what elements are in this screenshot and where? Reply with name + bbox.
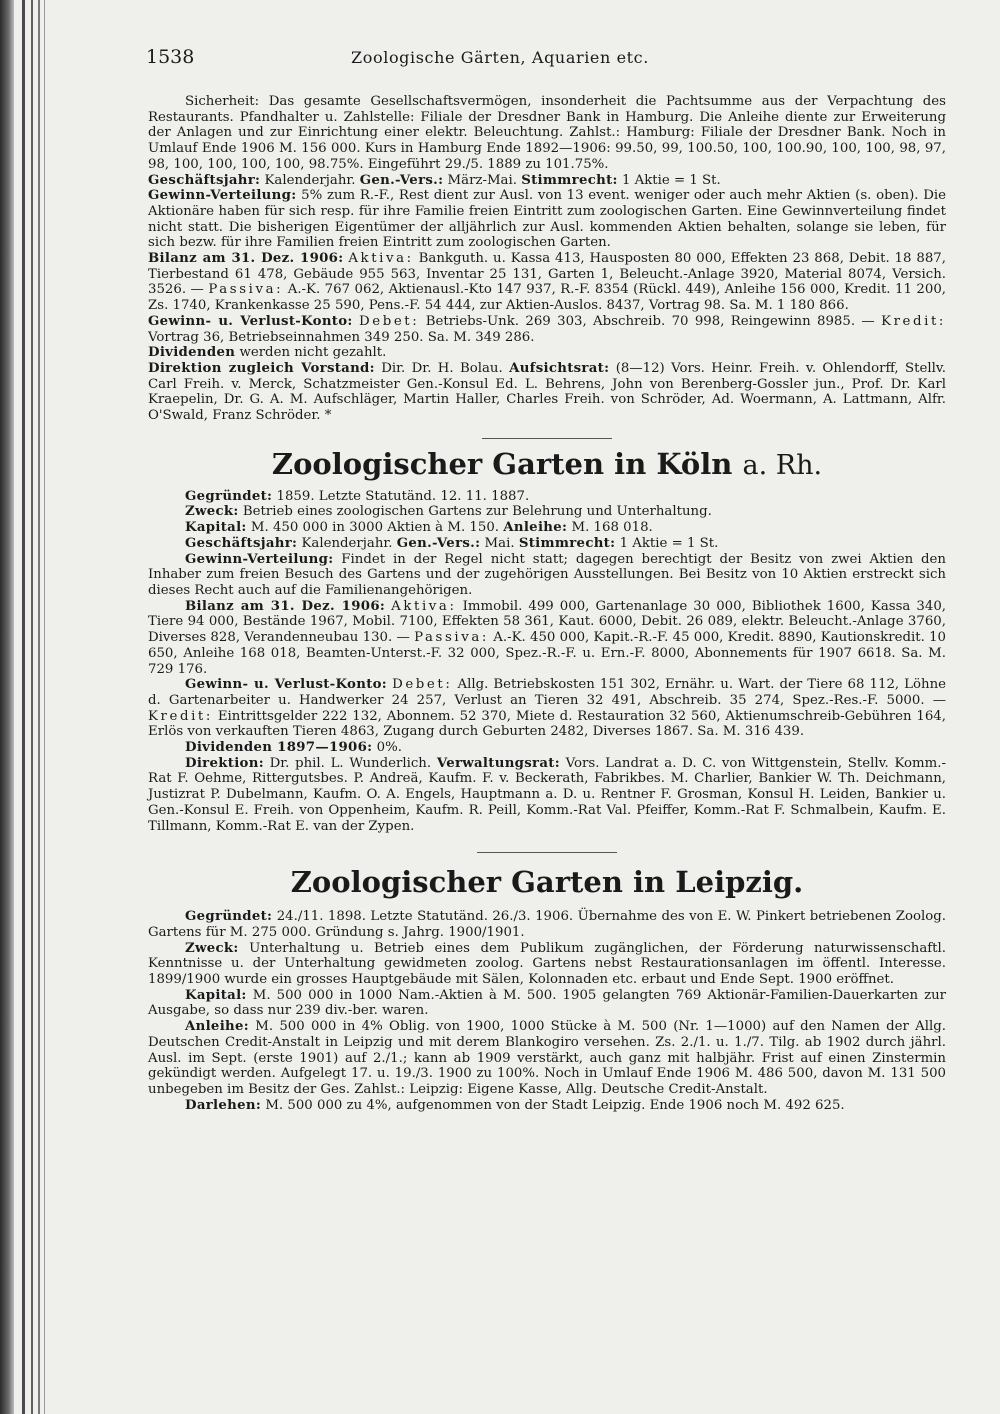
zweck-paragraph: Zweck: Unterhaltung u. Betrieb eines dem Publikum zugänglichen, der Förderung naturwissenschaftl. Kenntnisse u. der Unterhaltung gewidmeten zoolog. Gartens nebst Restaurationsanlagen im öffentl. Interesse. 1899/1900 wurde ein grosses Hauptgebäude mit Sälen, Kolonnaden etc. erbaut und Ende Sept. 1900 eröffnet. [148,940,946,988]
geschaeftsjahr-line: Geschäftsjahr: Kalenderjahr. Gen.-Vers.: Mai. Stimmrecht: 1 Aktie = 1 St. [185,535,719,551]
direktion-paragraph: Direktion: Dr. phil. L. Wunderlich. Verwaltungsrat: Vors. Landrat a. D. C. von Wittgenstein, Stellv. Komm.-Rat F. Oehme, Rittergutsbes. P. Andreä, Kaufm. F. v. Beckerath, Fabrikbes. M. Charlier, Bankier W. Th. Deichmann, Justizrat P. Dubelmann, Kaufm. O. A. Engels, Hauptmann a. D. u. Rentner F. Grosman, Konsul H. Leiden, Bankier u. Gen.-Konsul E. Freih. von Oppenheim, Kaufm. R. Peill, Komm.-Rat Val. Pfeiffer, Komm.-Rat F. Schmalbein, Kaufm. E. Tillmann, Komm.-Rat E. van der Zypen. [148,755,946,834]
section-title-koeln: Zoologischer Garten in Köln a. Rh. [271,446,823,481]
kapital-line: Kapital: M. 450 000 in 3000 Aktien à M. 150. Anleihe: M. 168 018. [185,520,653,536]
page-edge-line [38,0,40,1414]
gewinn-verlust-paragraph: Gewinn- u. Verlust-Konto: Debet: Allg. Betriebskosten 151 302, Ernähr. u. Wart. der Tiere 68 112, Löhne d. Gartenarbeiter u. Handwerker 24 257, Verlust an Tieren 32 491, Abschreib. 35 274, Spez.-Res.-F. 5000. — Kredit: Eintrittsgelder 222 132, Abonnem. 52 370, Miete d. Restauration 32 560, Aktienumschreib-Gebühren 164, Erlös von verkauften Tieren 4863, Zugang durch Geburten 2482, Diverses 1867. Sa. M. 316 439. [148,677,947,740]
page-header [0,46,1000,76]
kapital-paragraph: Kapital: M. 500 000 in 1000 Nam.-Aktien à M. 500. 1905 gelangten 769 Aktionär-Familien-Dauerkarten zur Ausgabe, so dass nur 239 div.-ber. waren. [148,987,947,1019]
darlehen-paragraph: Darlehen: M. 500 000 zu 4%, aufgenommen von der Stadt Leipzig. Ende 1906 noch M. 492 625. [185,1097,845,1113]
dividenden-line: Dividenden werden nicht gezahlt. [148,345,387,361]
gewinn-verteilung-paragraph: Gewinn-Verteilung: 5% zum R.-F., Rest dient zur Ausl. von 13 event. weniger oder auch mehr Aktien (s. oben). Die Aktionäre haben für sich resp. für ihre Familie freien Eintritt zum zoologischen Garten. Eine Gewinnverteilung findet nicht statt. Die bisherigen Eigentümer der alljährlich zur Ausl. kommenden Aktien behalten, solange sie leben, für sich bezw. für ihre Familien freien Eintritt zum zoologischen Garten. [148,188,946,251]
book-spine-shadow [0,0,14,1414]
hamburg-section [148,94,946,424]
anleihe-paragraph: Anleihe: M. 500 000 in 4% Oblig. von 1900, 1000 Stücke à M. 500 (Nr. 1—1000) auf den Namen der Allg. Deutschen Credit-Anstalt in Leipzig und mit derem Blankogiro versehen. Zs. 2./1. u. 1./7. Tilg. ab 1902 durch jährl. Ausl. im Sept. (erste 1901) auf 2./1.; kann ab 1909 verstärkt, auch ganz mit halbjähr. Frist auf einen Zinstermin gekündigt werden. Aufgelegt 17. u. 19./3. 1900 zu 100%. Noch in Umlauf Ende 1906 M. 486 500, davon M. 131 500 unbegeben im Besitz der Ges. Zahlst.: Leipzig: Eigene Kasse, Allg. Deutsche Credit-Anstalt. [148,1019,946,1097]
dividenden-line: Dividenden 1897—1906: 0%. [185,740,402,756]
page-content [148,94,946,1113]
page-edge-line [44,0,45,1414]
bilanz-paragraph: Bilanz am 31. Dez. 1906: Aktiva: Bankguth. u. Kassa 413, Hausposten 80 000, Effekten 23 868, Debit. 18 887, Tierbestand 61 478, Gebäude 955 563, Inventar 25 131, Garten 1, Beleucht.-Anlage 3920, Material 8074, Versich. 3526. — Passiva: A.-K. 767 062, Aktienausl.-Kto 147 937, R.-F. 8354 (Rückl. 449), Anleihe 156 000, Kredit. 11 200, Zs. 1740, Krankenkasse 25 590, Pens.-F. 54 444, zur Aktien-Auslos. 8437, Vortrag 98. Sa. M. 1 180 866. [148,251,947,314]
page-edge-line [31,0,33,1414]
page-edge-line [22,0,25,1414]
sicherheit-paragraph: Sicherheit: Das gesamte Gesellschaftsvermögen, insonderheit die Pachtsumme aus der Verpachtung des Restaurants. Pfandhalter u. Zahlstelle: Filiale der Dresdner Bank in Hamburg. Die Anleihe diente zur Erweiterung der Anlagen und zur Einrichtung einer elektr. Beleuchtung. Zahlst.: Hamburg: Filiale der Dresdner Bank. Noch in Umlauf Ende 1906 M. 156 000. Kurs in Hamburg Ende 1892—1906: 99.50, 99, 100.50, 100, 100.90, 100, 100, 98, 97, 98, 100, 100, 100, 100, 98.75%. Eingeführt 29./5. 1889 zu 101.75%. [148,94,946,172]
gegruendet-paragraph: Gegründet: 24./11. 1898. Letzte Statutänd. 26./3. 1906. Übernahme des von E. W. Pinkert betriebenen Zoolog. Gartens für M. 275 000. Gründung s. Jahrg. 1900/1901. [148,909,947,940]
section-divider [477,852,617,853]
section-title-leipzig: Zoologischer Garten in Leipzig. [290,865,804,900]
direktion-paragraph: Direktion zugleich Vorstand: Dir. Dr. H. Bolau. Aufsichtsrat: (8—12) Vors. Heinr. Freih. v. Ohlendorff, Stellv. Carl Freih. v. Merck, Schatzmeister Gen.-Konsul Ed. L. Behrens, John von Berenberg-Gossler jun., Prof. Dr. Karl Kraepelin, Dr. G. A. M. Aufschläger, Martin Haller, Charles Freih. von Schröder, Ad. Woermann, A. Lattmann, Alfr. O'Swald, Franz Schröder. * [148,360,946,424]
geschaeftsjahr-line: Geschäftsjahr: Kalenderjahr. Gen.-Vers.: März-Mai. Stimmrecht: 1 Aktie = 1 St. [148,172,721,188]
page-number: 1538 [146,46,195,68]
gegruendet-line: Gegründet: 1859. Letzte Statutänd. 12. 11. 1887. [185,488,530,504]
zweck-line: Zweck: Betrieb eines zoologischen Gartens zur Belehrung und Unterhaltung. [185,504,712,520]
running-head: Zoologische Gärten, Aquarien etc. [351,48,649,67]
leipzig-section [148,909,946,1113]
section-divider [482,438,612,439]
koeln-section [148,489,946,834]
bilanz-paragraph: Bilanz am 31. Dez. 1906: Aktiva: Immobil. 499 000, Gartenanlage 30 000, Bibliothek 1600, Kassa 340, Tiere 94 000, Bestände 1967, Mobil. 7100, Effekten 58 361, Kaut. 6000, Debit. 26 089, elektr. Beleucht.-Anlage 3760, Diverses 828, Verandenneubau 130. — Passiva: A.-K. 450 000, Kapit.-R.-F. 45 000, Kredit. 8890, Kautionskredit. 10 650, Anleihe 168 018, Beamten-Unterst.-F. 32 000, Spez.-R.-F. u. Ern.-F. 8000, Abonnements für 1907 6618. Sa. M. 729 176. [148,598,947,677]
gewinn-verlust-paragraph: Gewinn- u. Verlust-Konto: Debet: Betriebs-Unk. 269 303, Abschreib. 70 998, Reingewinn 8985. — Kredit: Vortrag 36, Betriebseinnahmen 349 250. Sa. M. 349 286. [148,313,947,345]
gewinn-verteilung-paragraph: Gewinn-Verteilung: Findet in der Regel nicht statt; dagegen berechtigt der Besitz von zwei Aktien den Inhaber zum freien Besuch des Gartens und der zugehörigen Ausstellungen. Bei Besitz von 10 Aktien erstreckt sich dieses Recht auch auf die Familienangehörigen. [148,551,946,598]
